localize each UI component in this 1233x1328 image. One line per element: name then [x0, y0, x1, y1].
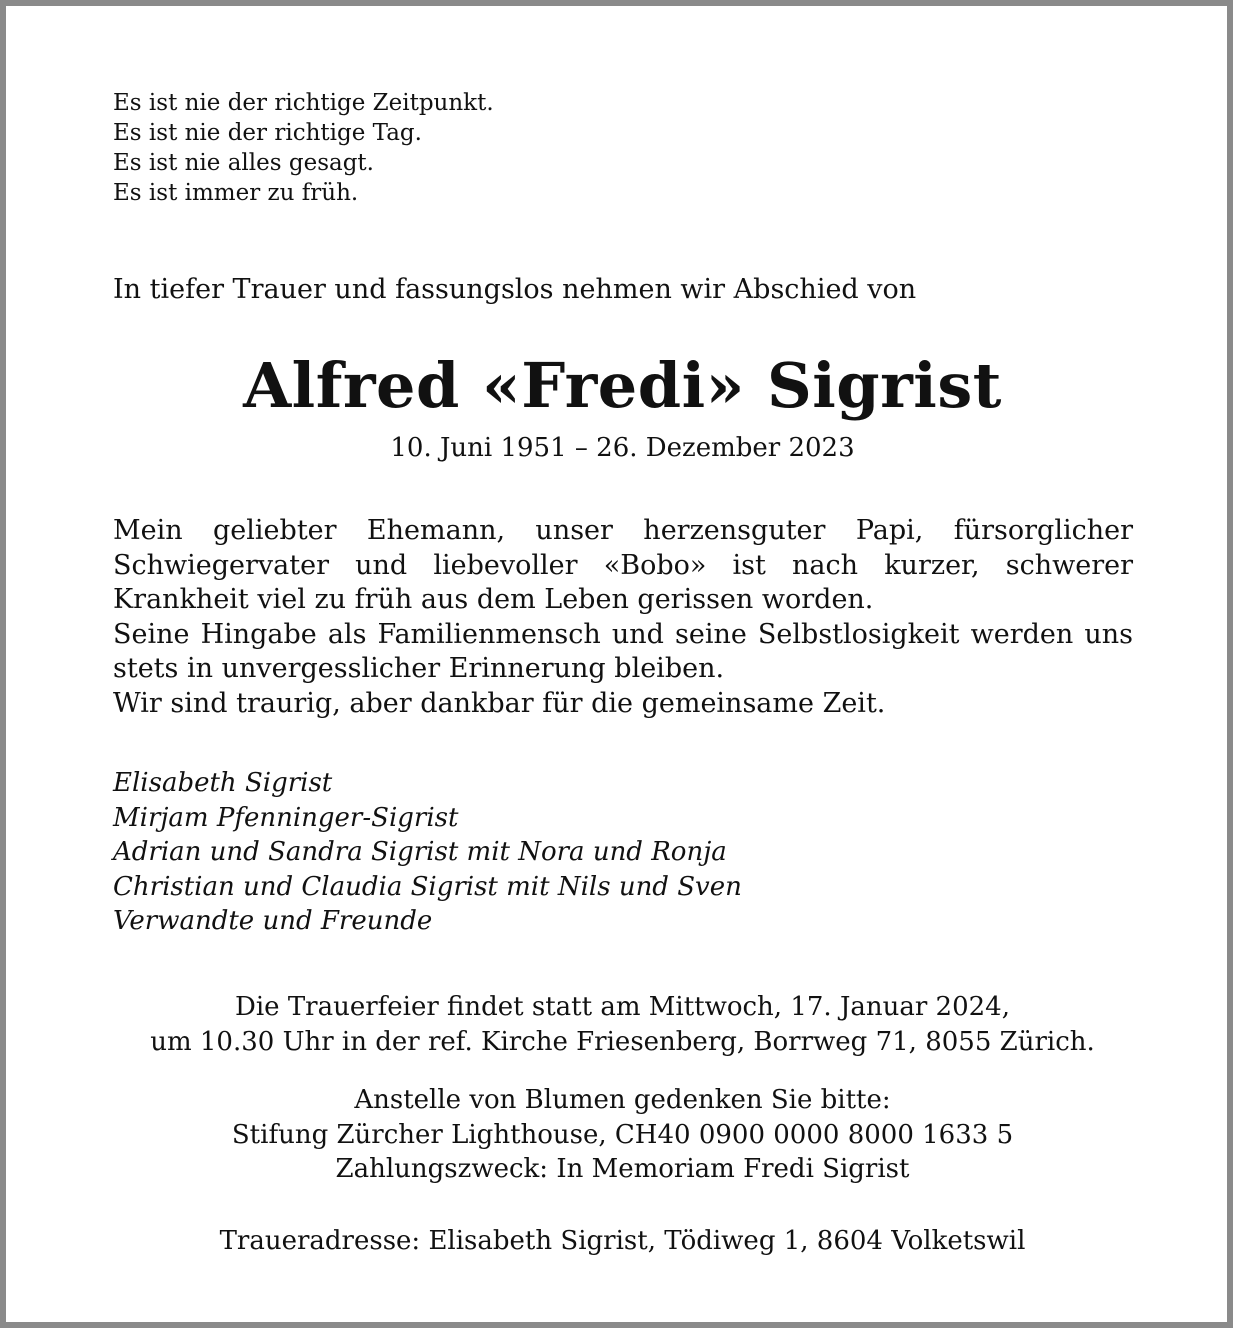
intro-text: In tiefer Trauer und fassungslos nehmen wir Abschied von — [113, 274, 917, 305]
poem-line: Es ist nie alles gesagt. — [113, 150, 374, 176]
service-line: um 10.30 Uhr in der ref. Kirche Friesenberg, Borrweg 71, 8055 Zürich. — [150, 1026, 1095, 1057]
tribute-message — [113, 514, 1133, 722]
family-list — [113, 766, 1133, 939]
family-member: Christian und Claudia Sigrist mit Nils und Sven — [113, 871, 742, 902]
family-member: Adrian und Sandra Sigrist mit Nora und Ronja — [113, 837, 727, 867]
poem-line: Es ist immer zu früh. — [113, 180, 359, 206]
donation-line: Zahlungszweck: In Memoriam Fredi Sigrist — [335, 1154, 910, 1184]
family-member: Mirjam Pfenninger-Sigrist — [113, 802, 459, 833]
tribute-paragraph: Wir sind traurig, aber dankbar für die gemeinsame Zeit. — [113, 687, 886, 719]
donation-info — [6, 1083, 1233, 1187]
poem-line: Es ist nie der richtige Zeitpunkt. — [113, 90, 494, 116]
donation-line: Stifung Zürcher Lighthouse, CH40 0900 0000 8000 1633 5 — [231, 1119, 1014, 1150]
donation-line: Anstelle von Blumen gedenken Sie bitte: — [354, 1085, 891, 1115]
service-line: Die Trauerfeier findet statt am Mittwoch, 17. Januar 2024, — [235, 992, 1010, 1022]
mourning-address: Traueradresse: Elisabeth Sigrist, Tödiweg 1, 8604 Volketswil — [219, 1226, 1026, 1256]
service-info — [6, 990, 1233, 1059]
deceased-name: Alfred «Fredi» Sigrist — [243, 349, 1002, 422]
poem-line: Es ist nie der richtige Tag. — [113, 120, 422, 146]
poem — [113, 88, 1133, 208]
tribute-paragraph: Seine Hingabe als Familienmensch und seine Selbstlosigkeit werden uns stets in unvergesslicher Erinnerung bleiben. — [113, 618, 1133, 685]
life-dates: 10. Juni 1951 – 26. Dezember 2023 — [390, 433, 855, 463]
family-member: Elisabeth Sigrist — [113, 768, 333, 798]
family-member: Verwandte und Freunde — [113, 906, 433, 936]
tribute-paragraph: Mein geliebter Ehemann, unser herzensguter Papi, fürsorglicher Schwiegervater und liebevoller «Bobo» ist nach kurzer, schwerer Krankheit viel zu früh aus dem Leben gerissen worden. — [113, 515, 1133, 616]
